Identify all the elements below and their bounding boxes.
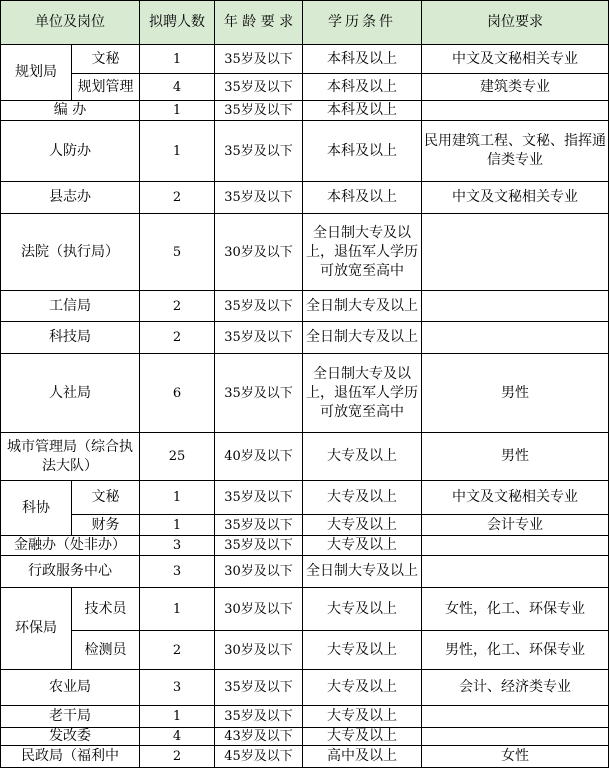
table-row — [1, 515, 609, 536]
education-cell: 大专及以上 — [303, 728, 422, 746]
age-cell: 30岁及以下 — [215, 631, 303, 670]
age-cell: 43岁及以下 — [215, 728, 303, 746]
unit-cell: 老干局 — [1, 706, 140, 728]
post-cell: 规划管理 — [72, 74, 140, 101]
age-cell: 35岁及以下 — [215, 670, 303, 706]
count-cell: 1 — [140, 45, 215, 74]
header-requirements: 岗位要求 — [422, 1, 609, 45]
unit-cell: 县志办 — [1, 182, 140, 214]
header-education: 学历条件 — [303, 1, 422, 45]
requirement-cell: 男性 — [422, 354, 609, 433]
count-cell: 2 — [140, 631, 215, 670]
requirement-cell — [422, 556, 609, 588]
education-cell: 全日制大专及以上 — [303, 322, 422, 354]
age-cell: 30岁及以下 — [215, 556, 303, 588]
count-cell: 4 — [140, 728, 215, 746]
unit-cell: 民政局（福利中 — [1, 746, 140, 768]
post-cell: 技术员 — [72, 588, 140, 631]
age-cell: 35岁及以下 — [215, 291, 303, 322]
unit-cell: 发改委 — [1, 728, 140, 746]
table-row — [1, 588, 609, 631]
post-cell: 文秘 — [72, 45, 140, 74]
requirement-cell: 中文及文秘相关专业 — [422, 182, 609, 214]
count-cell: 1 — [140, 515, 215, 536]
age-cell: 30岁及以下 — [215, 214, 303, 291]
requirement-cell — [422, 536, 609, 556]
education-cell: 本科及以上 — [303, 121, 422, 182]
count-cell: 1 — [140, 481, 215, 515]
table-row — [1, 45, 609, 74]
header-age: 年 龄 要 求 — [215, 1, 303, 45]
age-cell: 30岁及以下 — [215, 588, 303, 631]
unit-cell: 人防办 — [1, 121, 140, 182]
age-cell: 35岁及以下 — [215, 182, 303, 214]
table-row — [1, 556, 609, 588]
count-cell: 2 — [140, 291, 215, 322]
table-row — [1, 536, 609, 556]
unit-cell: 人社局 — [1, 354, 140, 433]
requirement-cell: 女性 — [422, 746, 609, 768]
table-row — [1, 670, 609, 706]
count-cell: 3 — [140, 556, 215, 588]
unit-cell: 编 办 — [1, 101, 140, 121]
requirement-cell — [422, 728, 609, 746]
count-cell: 1 — [140, 588, 215, 631]
unit-cell: 工信局 — [1, 291, 140, 322]
requirement-cell: 中文及文秘相关专业 — [422, 481, 609, 515]
education-cell: 全日制大专及以上，退伍军人学历可放宽至高中 — [303, 214, 422, 291]
count-cell: 3 — [140, 536, 215, 556]
education-cell: 本科及以上 — [303, 182, 422, 214]
table-row — [1, 481, 609, 515]
requirement-cell: 民用建筑工程、文秘、指挥通信类专业 — [422, 121, 609, 182]
count-cell: 5 — [140, 214, 215, 291]
age-cell: 35岁及以下 — [215, 536, 303, 556]
post-cell: 检测员 — [72, 631, 140, 670]
table-row — [1, 121, 609, 182]
requirement-cell — [422, 322, 609, 354]
count-cell: 6 — [140, 354, 215, 433]
count-cell: 25 — [140, 433, 215, 481]
requirement-cell: 男性，化工、环保专业 — [422, 631, 609, 670]
requirement-cell — [422, 101, 609, 121]
education-cell: 高中及以上 — [303, 746, 422, 768]
unit-cell: 科技局 — [1, 322, 140, 354]
unit-cell: 规划局 — [1, 45, 72, 101]
count-cell: 2 — [140, 182, 215, 214]
requirement-cell — [422, 291, 609, 322]
unit-cell: 农业局 — [1, 670, 140, 706]
table-row — [1, 433, 609, 481]
age-cell: 35岁及以下 — [215, 101, 303, 121]
age-cell: 35岁及以下 — [215, 74, 303, 101]
unit-cell: 城市管理局（综合执法大队） — [1, 433, 140, 481]
education-cell: 大专及以上 — [303, 433, 422, 481]
education-cell: 大专及以上 — [303, 481, 422, 515]
education-cell: 本科及以上 — [303, 101, 422, 121]
requirement-cell: 建筑类专业 — [422, 74, 609, 101]
table-row — [1, 214, 609, 291]
unit-cell: 环保局 — [1, 588, 72, 670]
age-cell: 35岁及以下 — [215, 706, 303, 728]
table-row — [1, 74, 609, 101]
count-cell: 3 — [140, 670, 215, 706]
count-cell: 1 — [140, 706, 215, 728]
age-cell: 35岁及以下 — [215, 45, 303, 74]
table-row — [1, 728, 609, 746]
count-cell: 1 — [140, 101, 215, 121]
age-cell: 35岁及以下 — [215, 121, 303, 182]
header-row — [1, 1, 609, 45]
age-cell: 35岁及以下 — [215, 515, 303, 536]
count-cell: 1 — [140, 121, 215, 182]
table-row — [1, 101, 609, 121]
count-cell: 2 — [140, 322, 215, 354]
header-unit: 单位及岗位 — [1, 1, 140, 45]
education-cell: 全日制大专及以上 — [303, 556, 422, 588]
age-cell: 35岁及以下 — [215, 354, 303, 433]
age-cell: 35岁及以下 — [215, 481, 303, 515]
age-cell: 35岁及以下 — [215, 322, 303, 354]
table-row — [1, 354, 609, 433]
requirement-cell: 会计、经济类专业 — [422, 670, 609, 706]
unit-cell: 法院（执行局） — [1, 214, 140, 291]
header-count: 拟聘人数 — [140, 1, 215, 45]
table-row — [1, 322, 609, 354]
education-cell: 大专及以上 — [303, 706, 422, 728]
education-cell: 本科及以上 — [303, 45, 422, 74]
education-cell: 大专及以上 — [303, 515, 422, 536]
requirement-cell: 中文及文秘相关专业 — [422, 45, 609, 74]
table-row — [1, 182, 609, 214]
unit-cell: 行政服务中心 — [1, 556, 140, 588]
education-cell: 大专及以上 — [303, 670, 422, 706]
unit-cell: 金融办（处非办） — [1, 536, 140, 556]
education-cell: 本科及以上 — [303, 74, 422, 101]
requirement-cell: 会计专业 — [422, 515, 609, 536]
count-cell: 4 — [140, 74, 215, 101]
age-cell: 45岁及以下 — [215, 746, 303, 768]
education-cell: 全日制大专及以上，退伍军人学历可放宽至高中 — [303, 354, 422, 433]
education-cell: 大专及以上 — [303, 631, 422, 670]
count-cell: 2 — [140, 746, 215, 768]
education-cell: 全日制大专及以上 — [303, 291, 422, 322]
table-row — [1, 706, 609, 728]
table-row — [1, 631, 609, 670]
requirement-cell: 男性 — [422, 433, 609, 481]
unit-cell: 科协 — [1, 481, 72, 536]
post-cell: 财务 — [72, 515, 140, 536]
requirement-cell — [422, 706, 609, 728]
table-row — [1, 746, 609, 768]
requirement-cell: 女性，化工、环保专业 — [422, 588, 609, 631]
education-cell: 大专及以上 — [303, 536, 422, 556]
requirement-cell — [422, 214, 609, 291]
table-row — [1, 291, 609, 322]
post-cell: 文秘 — [72, 481, 140, 515]
age-cell: 40岁及以下 — [215, 433, 303, 481]
education-cell: 大专及以上 — [303, 588, 422, 631]
